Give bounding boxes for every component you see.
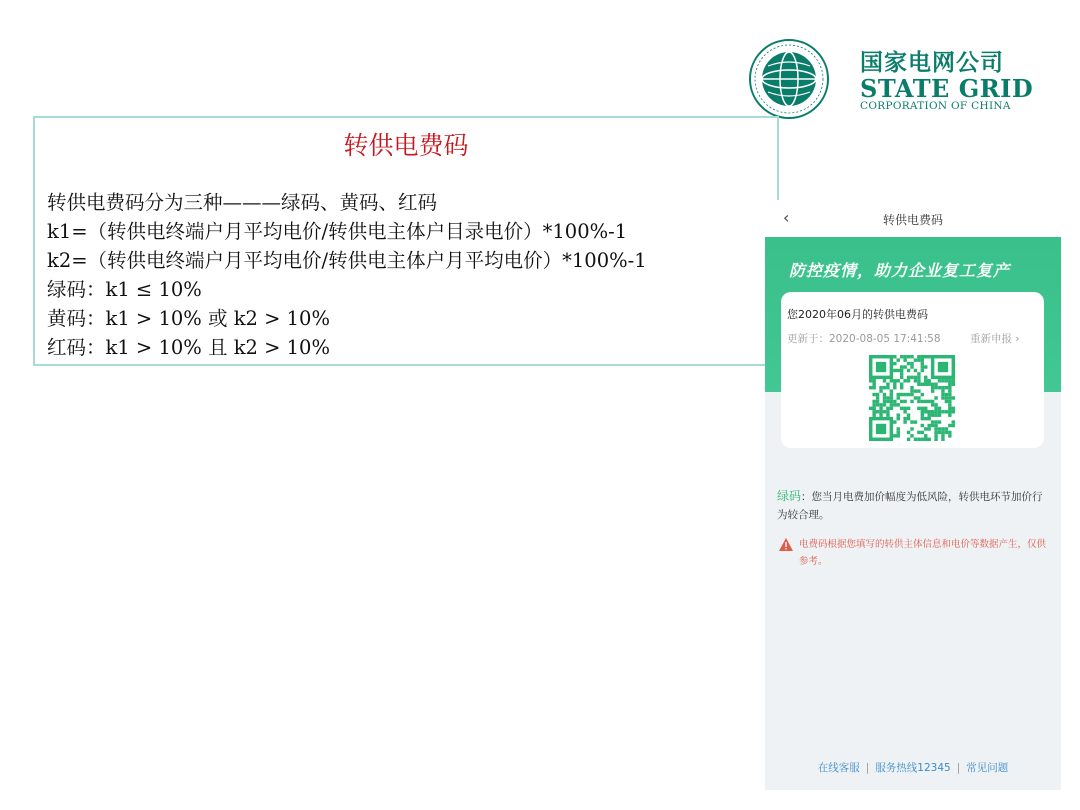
qr-module <box>927 438 930 441</box>
qr-module <box>924 376 927 379</box>
footer-divider: | <box>956 762 961 774</box>
qr-module <box>910 376 913 379</box>
qr-module <box>945 410 948 413</box>
qr-module <box>914 389 917 392</box>
qr-module <box>917 400 920 403</box>
qr-module <box>897 396 900 399</box>
chevron-left-icon[interactable]: ‹ <box>783 208 790 227</box>
qr-module <box>921 393 924 396</box>
qr-module <box>900 393 903 396</box>
qr-module <box>914 438 917 441</box>
qr-module <box>886 386 889 389</box>
qr-module <box>931 386 934 389</box>
qr-module <box>917 438 920 441</box>
qr-module <box>927 379 930 382</box>
green-code-description: ：您当月电费加价幅度为低风险，转供电环节加价行为较合理。 <box>777 491 1043 521</box>
warning-text: 电费码根据您填写的转供主体信息和电价等数据产生，仅供参考。 <box>799 539 1047 567</box>
warning-icon <box>779 538 793 551</box>
qr-module <box>948 389 951 392</box>
qr-module <box>876 393 879 396</box>
qr-module <box>948 400 951 403</box>
qr-module <box>890 396 893 399</box>
qr-module <box>914 420 917 423</box>
green-code-note <box>777 487 1051 524</box>
qr-module <box>934 403 937 406</box>
qr-module <box>886 410 889 413</box>
fee-code-updated-time: 更新于：2020-08-05 17:41:58 <box>787 333 941 345</box>
qr-module <box>893 386 896 389</box>
qr-module <box>872 393 875 396</box>
qr-module <box>931 420 934 423</box>
qr-module <box>934 410 937 413</box>
qr-module <box>903 407 906 410</box>
qr-module <box>907 431 910 434</box>
qr-module <box>893 379 896 382</box>
qr-module <box>907 413 910 416</box>
qr-module <box>869 386 872 389</box>
qr-module <box>883 393 886 396</box>
qr-module <box>948 434 951 437</box>
phone-footer <box>765 760 1061 775</box>
qr-module <box>893 383 896 386</box>
qr-module <box>952 407 955 410</box>
qr-module <box>945 427 948 430</box>
qr-module <box>893 420 896 423</box>
qr-module <box>876 362 886 372</box>
qr-module <box>938 362 948 372</box>
qr-module <box>897 431 900 434</box>
qr-module <box>893 355 896 358</box>
qr-module <box>934 424 937 427</box>
qr-module <box>897 358 900 361</box>
qr-module <box>890 393 893 396</box>
qr-module <box>890 407 893 410</box>
info-line-yellow: 黄码：k1 > 10% 或 k2 > 10% <box>47 307 330 330</box>
qr-module <box>907 355 910 358</box>
qr-module <box>872 379 875 382</box>
qr-module <box>927 427 930 430</box>
qr-module <box>897 393 900 396</box>
qr-module <box>890 400 893 403</box>
qr-module <box>931 424 934 427</box>
qr-module <box>921 438 924 441</box>
qr-module <box>948 393 951 396</box>
info-line-k1: k1=（转供电终端户月平均电价/转供电主体户目录电价）*100%-1 <box>47 220 628 243</box>
logo-english-name: STATE GRID <box>860 74 1034 103</box>
qr-module <box>924 410 927 413</box>
qr-module <box>876 410 879 413</box>
qr-module <box>924 383 927 386</box>
qr-module <box>941 396 944 399</box>
qr-module <box>921 410 924 413</box>
qr-module <box>945 431 948 434</box>
qr-module <box>893 369 896 372</box>
qr-module <box>931 410 934 413</box>
qr-module <box>876 403 879 406</box>
fee-code-card <box>781 292 1044 448</box>
phone-screenshot <box>765 200 1061 790</box>
redeclare-link[interactable]: 重新申报 › <box>970 333 1020 345</box>
qr-module <box>900 407 903 410</box>
qr-module <box>934 386 937 389</box>
qr-module <box>903 400 906 403</box>
qr-module <box>941 386 944 389</box>
qr-module <box>948 379 951 382</box>
qr-module <box>938 410 941 413</box>
qr-module <box>948 403 951 406</box>
qr-module <box>907 393 910 396</box>
qr-module <box>883 386 886 389</box>
qr-module <box>897 427 900 430</box>
qr-module <box>931 383 934 386</box>
qr-module <box>941 393 944 396</box>
qr-module <box>879 389 882 392</box>
qr-module <box>903 365 906 368</box>
qr-module <box>903 355 906 358</box>
qr-module <box>886 413 889 416</box>
qr-module <box>897 434 900 437</box>
qr-module <box>917 431 920 434</box>
qr-module <box>917 355 920 358</box>
qr-module <box>931 413 934 416</box>
qr-module <box>917 396 920 399</box>
qr-module <box>941 389 944 392</box>
qr-module <box>910 365 913 368</box>
qr-module <box>883 379 886 382</box>
qr-module <box>917 379 920 382</box>
qr-module <box>921 424 924 427</box>
qr-module <box>900 365 903 368</box>
qr-module <box>903 420 906 423</box>
qr-module <box>948 431 951 434</box>
qr-module <box>917 376 920 379</box>
qr-module <box>872 403 875 406</box>
qr-module <box>917 358 920 361</box>
qr-module <box>893 400 896 403</box>
qr-module <box>938 407 941 410</box>
qr-module <box>907 362 910 365</box>
qr-module <box>945 386 948 389</box>
green-code-label: 绿码 <box>777 489 802 503</box>
qr-module <box>948 424 951 427</box>
logo-chinese-name: 国家电网公司 <box>860 50 1004 76</box>
qr-module <box>900 372 903 375</box>
qr-module <box>879 410 882 413</box>
qr-module <box>907 417 910 420</box>
info-lines <box>47 188 647 362</box>
qr-module <box>893 362 896 365</box>
qr-module <box>917 407 920 410</box>
online-service-link[interactable]: 在线客服 <box>817 762 860 774</box>
qr-module <box>934 407 937 410</box>
qr-module <box>941 434 944 437</box>
qr-module <box>890 403 893 406</box>
qr-module <box>872 383 875 386</box>
qr-module <box>900 376 903 379</box>
qr-module <box>938 427 941 430</box>
qr-module <box>952 424 955 427</box>
qr-module <box>927 355 930 358</box>
qr-module <box>917 383 920 386</box>
qr-module <box>903 393 906 396</box>
qr-module <box>879 386 882 389</box>
qr-module <box>910 427 913 430</box>
phone-header <box>765 200 1061 237</box>
info-box <box>33 116 779 366</box>
state-grid-emblem-icon <box>748 38 830 120</box>
qr-module <box>907 376 910 379</box>
qr-module <box>879 403 882 406</box>
qr-module <box>927 413 930 416</box>
qr-module <box>948 396 951 399</box>
qr-module <box>921 407 924 410</box>
qr-module <box>934 427 937 430</box>
qr-module <box>897 417 900 420</box>
qr-module <box>921 431 924 434</box>
faq-link[interactable]: 常见问题 <box>966 762 1009 774</box>
qr-module <box>948 407 951 410</box>
qr-module <box>914 369 917 372</box>
qr-module <box>931 400 934 403</box>
qr-module <box>890 379 893 382</box>
qr-module <box>938 413 941 416</box>
qr-module <box>934 438 937 441</box>
qr-module <box>945 400 948 403</box>
qr-module <box>907 379 910 382</box>
qr-module <box>948 413 951 416</box>
qr-module <box>941 379 944 382</box>
qr-module <box>917 389 920 392</box>
qr-module <box>952 379 955 382</box>
qr-module <box>921 383 924 386</box>
qr-module <box>910 420 913 423</box>
info-title: 转供电费码 <box>343 131 469 160</box>
qr-module <box>903 410 906 413</box>
qr-module <box>927 424 930 427</box>
qr-module <box>886 407 889 410</box>
qr-module <box>872 407 875 410</box>
qr-module <box>876 400 879 403</box>
qr-module <box>869 407 872 410</box>
qr-module <box>952 396 955 399</box>
qr-module <box>900 355 903 358</box>
state-grid-logo <box>748 38 1034 120</box>
qr-module <box>921 417 924 420</box>
qr-module <box>948 383 951 386</box>
qr-module <box>924 379 927 382</box>
logo-subtitle: CORPORATION OF CHINA <box>860 100 1011 112</box>
qr-module <box>931 403 934 406</box>
qr-module <box>924 407 927 410</box>
qr-module <box>897 369 900 372</box>
qr-module <box>938 379 941 382</box>
qr-module <box>921 365 924 368</box>
info-line-red: 红码：k1 > 10% 且 k2 > 10% <box>47 336 330 359</box>
qr-module <box>941 427 944 430</box>
qr-module <box>938 420 941 423</box>
qr-module <box>921 413 924 416</box>
info-line-intro: 转供电费码分为三种———绿码、黄码、红码 <box>47 191 438 214</box>
qr-module <box>924 365 927 368</box>
qr-module <box>934 383 937 386</box>
qr-module <box>886 400 889 403</box>
qr-module <box>952 410 955 413</box>
qr-module <box>924 427 927 430</box>
qr-module <box>900 400 903 403</box>
qr-module <box>907 369 910 372</box>
qr-module <box>883 403 886 406</box>
qr-module <box>910 355 913 358</box>
qr-module <box>914 376 917 379</box>
qr-module <box>890 389 893 392</box>
qr-module <box>952 420 955 423</box>
qr-module <box>924 438 927 441</box>
qr-module <box>883 400 886 403</box>
qr-module <box>934 396 937 399</box>
qr-module <box>921 362 924 365</box>
qr-module <box>914 358 917 361</box>
qr-module <box>952 383 955 386</box>
qr-module <box>945 393 948 396</box>
qr-module <box>910 393 913 396</box>
qr-module <box>924 355 927 358</box>
qr-module <box>903 379 906 382</box>
qr-module <box>941 410 944 413</box>
qr-module <box>900 383 903 386</box>
qr-module <box>934 434 937 437</box>
qr-module <box>924 417 927 420</box>
qr-module <box>879 407 882 410</box>
qr-module <box>921 369 924 372</box>
qr-module <box>903 358 906 361</box>
qr-module <box>910 434 913 437</box>
qr-module <box>886 396 889 399</box>
qr-module <box>900 369 903 372</box>
qr-module <box>931 389 934 392</box>
qr-module <box>903 417 906 420</box>
qr-module <box>914 396 917 399</box>
qr-code-icon <box>869 355 955 441</box>
qr-module <box>927 383 930 386</box>
qr-module <box>900 386 903 389</box>
qr-module <box>872 400 875 403</box>
qr-module <box>869 379 872 382</box>
phone-header-title: 转供电费码 <box>882 213 943 227</box>
qr-module <box>934 413 937 416</box>
qr-module <box>872 410 875 413</box>
qr-module <box>927 410 930 413</box>
qr-module <box>934 420 937 423</box>
qr-module <box>910 386 913 389</box>
qr-module <box>907 407 910 410</box>
qr-module <box>948 386 951 389</box>
fee-code-card-title: 您2020年06月的转供电费码 <box>787 308 928 321</box>
phone-slogan: 防控疫情，助力企业复工复产 <box>789 261 1011 280</box>
qr-module <box>876 424 886 434</box>
info-line-green: 绿码：k1 ≤ 10% <box>47 278 202 301</box>
qr-module <box>927 400 930 403</box>
qr-module <box>907 438 910 441</box>
qr-module <box>945 396 948 399</box>
qr-module <box>934 431 937 434</box>
qr-module <box>883 410 886 413</box>
qr-module <box>924 434 927 437</box>
qr-module <box>945 379 948 382</box>
qr-module <box>941 431 944 434</box>
qr-module <box>941 438 944 441</box>
info-line-k2: k2=（转供电终端户月平均电价/转供电主体户月平均电价）*100%-1 <box>47 249 647 272</box>
qr-module <box>872 413 875 416</box>
qr-module <box>879 413 882 416</box>
qr-module <box>921 355 924 358</box>
qr-module <box>938 431 941 434</box>
qr-module <box>917 372 920 375</box>
qr-module <box>910 400 913 403</box>
qr-module <box>938 386 941 389</box>
qr-module <box>883 396 886 399</box>
qr-module <box>948 410 951 413</box>
qr-module <box>897 379 900 382</box>
qr-module <box>921 400 924 403</box>
qr-module <box>924 400 927 403</box>
qr-module <box>876 396 879 399</box>
qr-module <box>872 386 875 389</box>
qr-module <box>893 403 896 406</box>
qr-module <box>886 383 889 386</box>
hotline-link[interactable]: 服务热线12345 <box>875 762 951 774</box>
footer-divider: | <box>865 762 870 774</box>
qr-module <box>893 434 896 437</box>
qr-module <box>927 417 930 420</box>
qr-module <box>910 362 913 365</box>
qr-module <box>914 379 917 382</box>
qr-module <box>910 389 913 392</box>
qr-module <box>921 358 924 361</box>
qr-module <box>897 403 900 406</box>
qr-module <box>897 413 900 416</box>
